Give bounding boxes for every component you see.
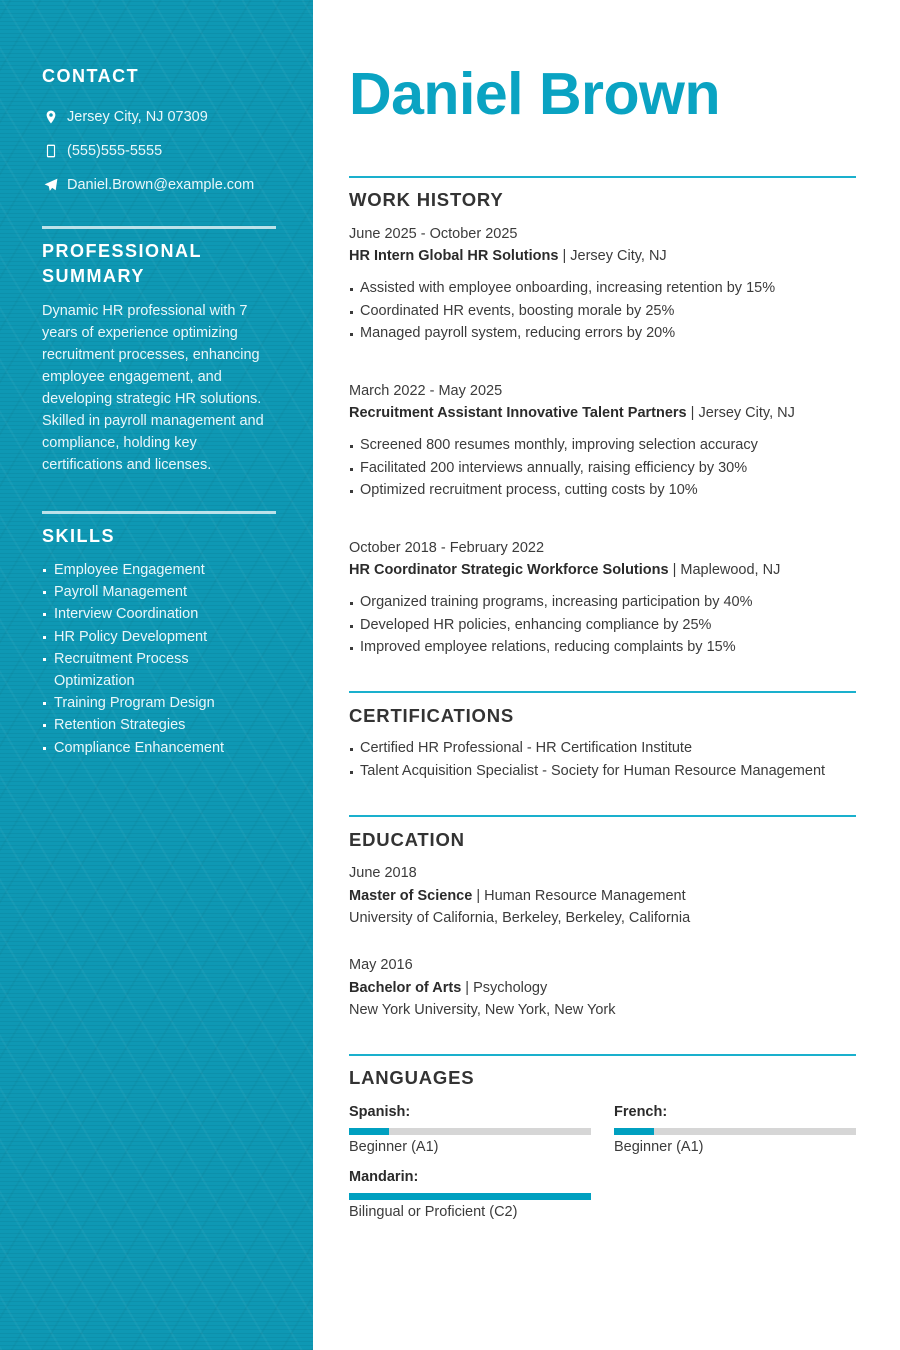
language-level-bar [349,1128,591,1135]
job-title-line [349,245,856,267]
language-level: Bilingual or Proficient (C2) [349,1204,518,1220]
certification-item: Talent Acquisition Specialist - Society for Human Resource Management [349,760,869,783]
education-entry [349,954,856,1022]
job-title: HR Intern Global HR Solutions [349,248,559,264]
job-bullet: Managed payroll system, reducing errors by 20% [349,322,856,345]
skill-item: Compliance Enhancement [42,737,282,759]
contact-address [42,100,282,134]
certifications-list [349,737,869,782]
education-date: June 2018 [349,865,417,881]
education-entry [349,862,856,930]
certification-item: Certified HR Professional - HR Certification Institute [349,737,869,760]
language-name: French: [614,1104,668,1120]
job-dates: March 2022 - May 2025 [349,383,503,399]
language-name: Spanish: [349,1104,411,1120]
language-level-fill [349,1128,389,1135]
job-bullet: Coordinated HR events, boosting morale by 25% [349,300,856,323]
skills-heading: SKILLS [42,526,116,546]
skill-item: Training Program Design [42,692,282,714]
job-bullet: Developed HR policies, enhancing compliance by 25% [349,614,856,637]
language-name: Mandarin: [349,1169,419,1185]
job-dates: June 2025 - October 2025 [349,226,518,242]
language-level: Beginner (A1) [614,1139,704,1155]
language-mandarin [349,1167,591,1223]
section-divider [349,176,856,178]
section-divider [349,1054,856,1056]
sidebar-divider [42,511,276,514]
contact-phone [42,134,282,168]
job-entry [349,380,856,502]
contact-email-text[interactable]: Daniel.Brown@example.com [67,177,255,193]
job-dates: October 2018 - February 2022 [349,540,545,556]
section-divider [349,691,856,693]
contact-phone-text: (555)555-5555 [67,143,163,159]
language-level-fill [614,1128,654,1135]
job-bullet: Improved employee relations, reducing complaints by 15% [349,636,856,659]
skill-item: Interview Coordination [42,603,282,625]
job-title: HR Coordinator Strategic Workforce Solutions [349,562,669,578]
job-bullet: Optimized recruitment process, cutting costs by 10% [349,479,856,502]
education-heading: EDUCATION [349,829,465,850]
job-bullet: Screened 800 resumes monthly, improving selection accuracy [349,434,856,457]
job-bullet: Organized training programs, increasing participation by 40% [349,591,856,614]
education-degree-line [349,885,856,908]
language-french [614,1102,856,1158]
education-field: | Human Resource Management [472,887,686,904]
language-level-fill [349,1193,591,1200]
education-school: New York University, New York, New York [349,1002,616,1018]
candidate-name: Daniel Brown [349,61,720,127]
education-field: | Psychology [461,979,548,996]
job-title-line [349,559,856,581]
job-bullets [349,591,856,659]
skill-item: HR Policy Development [42,626,282,648]
map-pin-icon [42,108,60,126]
section-divider [349,815,856,817]
job-bullets [349,434,856,502]
contact-email[interactable] [42,168,282,202]
summary-heading: PROFESSIONAL SUMMARY [42,241,202,286]
contact-address-text: Jersey City, NJ 07309 [67,109,208,125]
job-bullet: Facilitated 200 interviews annually, raising efficiency by 30% [349,457,856,480]
job-location: | Jersey City, NJ [686,405,795,421]
contact-heading: CONTACT [42,66,140,86]
skill-item: Employee Engagement [42,559,282,581]
job-bullet: Assisted with employee onboarding, increasing retention by 15% [349,277,856,300]
job-location: | Maplewood, NJ [668,562,781,578]
job-title: Recruitment Assistant Innovative Talent Partners [349,405,687,421]
summary-text: Dynamic HR professional with 7 years of experience optimizing recruitment processes, enhancing employee engagement, and developing strategic HR solutions. Skilled in payroll management and compliance, holding key certifications and licenses. [42,303,264,473]
paper-plane-icon [42,176,60,194]
education-degree: Bachelor of Arts [349,979,462,996]
language-spanish [349,1102,591,1158]
phone-icon [42,142,60,160]
skills-list [42,559,282,759]
job-location: | Jersey City, NJ [558,248,667,264]
main-content [349,0,856,1350]
skill-item: Recruitment Process Optimization [42,648,202,692]
education-degree: Master of Science [349,887,473,904]
sidebar [0,0,313,1350]
contact-list [42,100,282,202]
languages-heading: LANGUAGES [349,1067,475,1088]
job-entry [349,537,856,659]
education-degree-line [349,977,856,1000]
language-level-bar [349,1193,591,1200]
skill-item: Retention Strategies [42,714,282,736]
language-level: Beginner (A1) [349,1139,439,1155]
job-entry [349,223,856,345]
job-bullets [349,277,856,345]
certifications-heading: CERTIFICATIONS [349,705,515,726]
skill-item: Payroll Management [42,581,282,603]
language-level-bar [614,1128,856,1135]
work-history-heading: WORK HISTORY [349,189,504,210]
sidebar-divider [42,226,276,229]
job-title-line [349,402,856,424]
education-date: May 2016 [349,957,413,973]
education-school: University of California, Berkeley, Berkeley, California [349,910,691,926]
